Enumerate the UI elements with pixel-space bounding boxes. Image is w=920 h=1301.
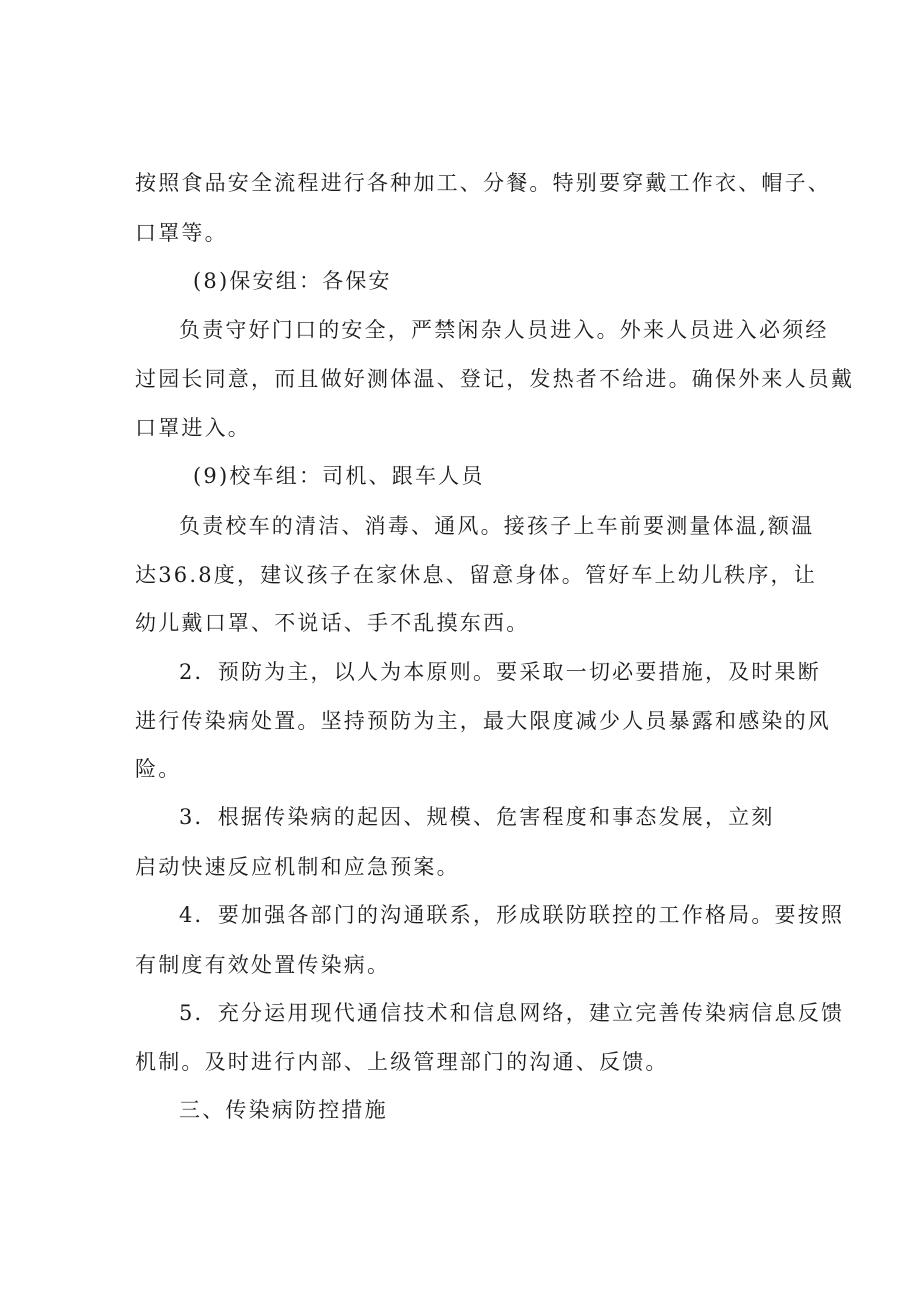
paragraph-line: 口罩等。 <box>135 221 228 245</box>
numbered-item-3: 3．根据传染病的起因、规模、危害程度和事态发展，立刻 <box>179 805 775 829</box>
section-heading-school-bus: (9)校车组：司机、跟车人员 <box>193 464 485 488</box>
paragraph-line: 进行传染病处置。坚持预防为主，最大限度减少人员暴露和感染的风 <box>135 709 831 733</box>
paragraph-line: 负责校车的清洁、消毒、通风。接孩子上车前要测量体温,额温 <box>179 514 815 538</box>
paragraph-line: 幼儿戴口罩、不说话、手不乱摸东西。 <box>135 611 530 635</box>
numbered-item-2: 2．预防为主，以人为本原则。要采取一切必要措施，及时果断 <box>179 660 821 684</box>
paragraph-line: 负责守好门口的安全，严禁闲杂人员进入。外来人员进入必须经 <box>179 318 829 342</box>
numbered-item-4: 4．要加强各部门的沟通联系，形成联防联控的工作格局。要按照 <box>179 903 845 927</box>
section-heading-security: (8)保安组：各保安 <box>193 269 392 293</box>
paragraph-line: 启动快速反应机制和应急预案。 <box>135 855 460 879</box>
section-heading-prevention-measures: 三、传染病防控措施 <box>179 1098 388 1122</box>
paragraph-line: 达36.8度，建议孩子在家休息、留意身体。管好车上幼儿秩序，让 <box>135 563 817 587</box>
paragraph-line: 过园长同意，而且做好测体温、登记，发热者不给进。确保外来人员戴 <box>135 367 855 391</box>
paragraph-line: 有制度有效处置传染病。 <box>135 953 391 977</box>
paragraph-line: 险。 <box>135 757 182 781</box>
paragraph-line: 口罩进入。 <box>135 416 251 440</box>
paragraph-line: 按照食品安全流程进行各种加工、分餐。特别要穿戴工作衣、帽子、 <box>135 171 831 195</box>
numbered-item-5: 5．充分运用现代通信技术和信息网络，建立完善传染病信息反馈 <box>179 1001 845 1025</box>
paragraph-line: 机制。及时进行内部、上级管理部门的沟通、反馈。 <box>135 1050 669 1074</box>
